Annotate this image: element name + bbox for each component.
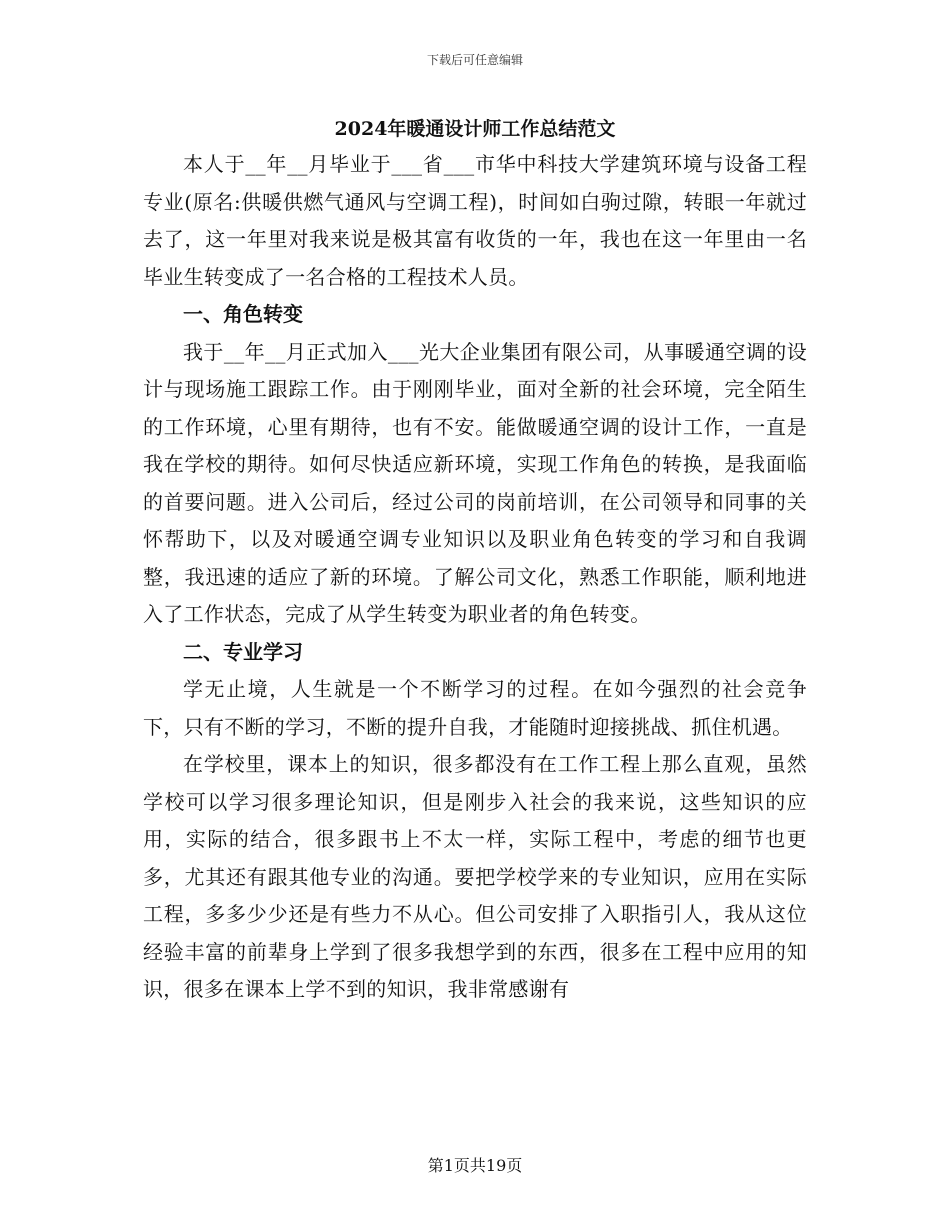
page-footer: 第1页共19页: [427, 1156, 523, 1175]
document-body: [143, 146, 807, 1009]
section-heading-role-change: 一、角色转变: [183, 302, 303, 326]
header-note: 下载后可任意编辑: [426, 53, 523, 67]
professional-study-paragraph-2: 在学校里，课本上的知识，很多都没有在工作工程上那么直观，虽然学校可以学习很多理论知识，但是刚步入社会的我来说，这些知识的应用，实际的结合，很多跟书上不太一样，实际工程中，考虑的细节也更多，尤其还有跟其他专业的沟通。要把学校学来的专业知识，应用在实际工程，多多少少还是有些力不从心。但公司安排了入职指引人，我从这位经验丰富的前辈身上学到了很多我想学到的东西，很多在工程中应用的知识，很多在课本上学不到的知识，我非常感谢有: [143, 752, 807, 1001]
section-heading-professional-study: 二、专业学习: [183, 639, 303, 664]
professional-study-paragraph-1: 学无止境，人生就是一个不断学习的过程。在如今强烈的社会竞争下，只有不断的学习，不断的提升自我，才能随时迎接挑战、抓住机遇。: [143, 677, 807, 739]
document-title: 2024年暖通设计师工作总结范文: [334, 118, 616, 140]
intro-paragraph: 本人于__年__月毕业于___省___市华中科技大学建筑环境与设备工程专业(原名:供暖供燃气通风与空调工程)，时间如白驹过隙，转眼一年就过去了，这一年里对我来说是极其富有收货的一年，我也在这一年里由一名毕业生转变成了一名合格的工程技术人员。: [143, 152, 807, 289]
role-change-paragraph: 我于__年__月正式加入___光大企业集团有限公司，从事暖通空调的设计与现场施工跟踪工作。由于刚刚毕业，面对全新的社会环境，完全陌生的工作环境，心里有期待，也有不安。能做暖通空调的设计工作，一直是我在学校的期待。如何尽快适应新环境，实现工作角色的转换，是我面临的首要问题。进入公司后，经过公司的岗前培训，在公司领导和同事的关怀帮助下，以及对暖通空调专业知识以及职业角色转变的学习和自我调整，我迅速的适应了新的环境。了解公司文化，熟悉工作职能，顺利地进入了工作状态，完成了从学生转变为职业者的角色转变。: [143, 339, 807, 626]
